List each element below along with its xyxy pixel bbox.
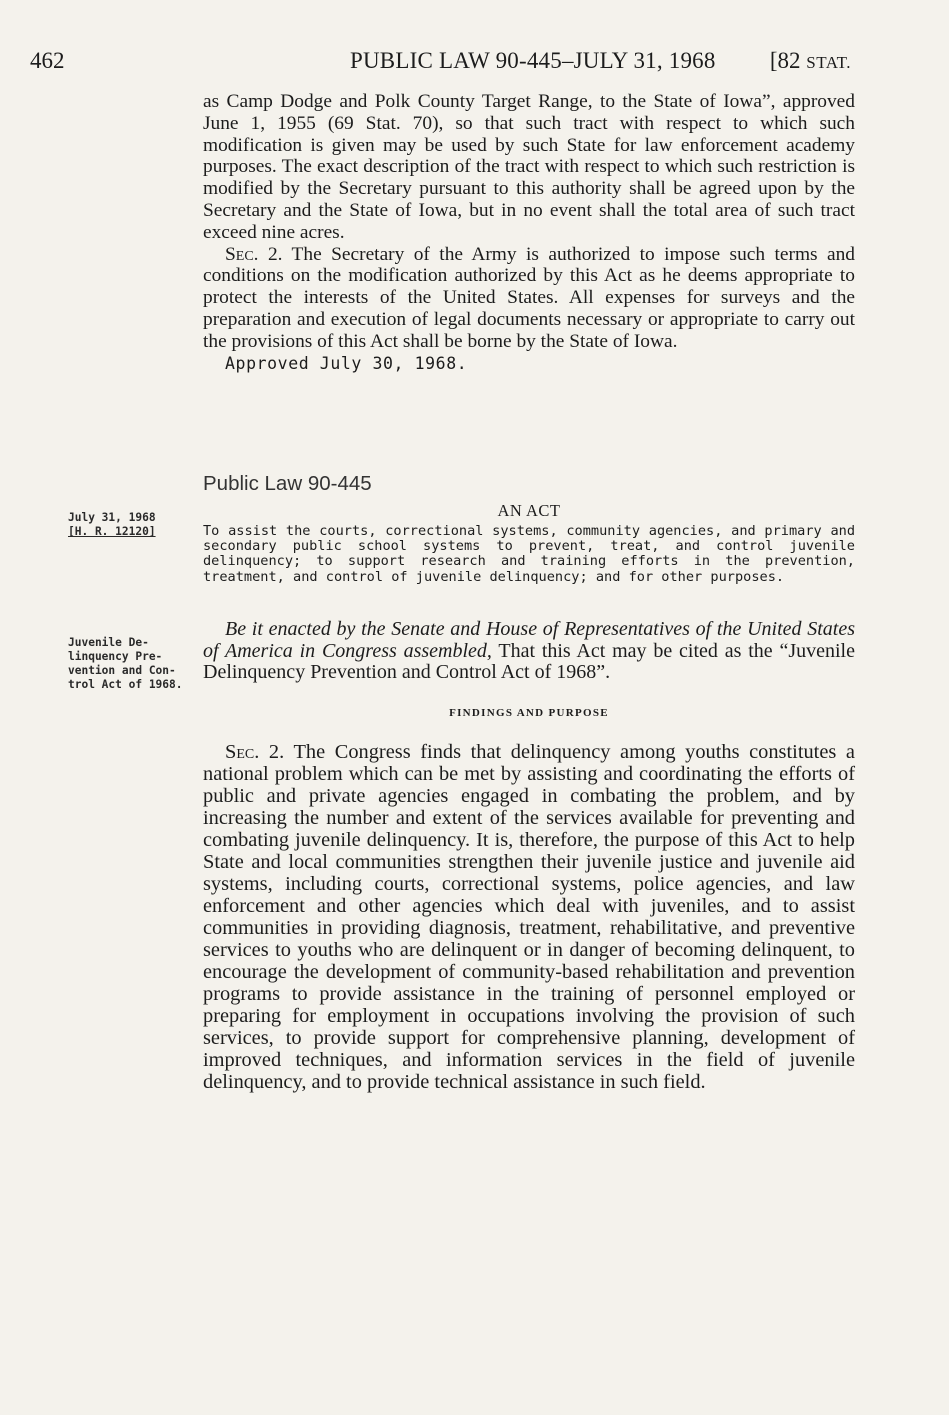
page-header: [30, 48, 851, 82]
findings-heading: FINDINGS AND PURPOSE: [449, 707, 609, 719]
stat-volume: [82: [769, 48, 801, 73]
margin-short-title-line: Juvenile De-: [68, 636, 149, 649]
margin-short-title-line: trol Act of 1968.: [68, 678, 183, 691]
short-title-text: That this Act may be cited as the “Juvenile Delinquency Prevention and Control Act of 1968”.: [203, 639, 855, 684]
section-label: Sec. 2.: [225, 741, 285, 763]
findings-text: The Congress finds that delinquency among youths constitutes a national problem which can be met by assisting and coordinating the efforts of public and private agencies engaged in combating the problem, and by increasing the number and extent of the services available for preventing and combating juvenile delinquency. It is, therefore, the purpose of this Act to help State and local communities strengthen their juvenile justice and juvenile aid systems, including courts, correctional systems, police agencies, and law enforcement and other agencies which deal with juveniles, and to assist communities in providing diagnosis, treatment, rehabilitative, and preventive services to youths who are delinquent or in danger of becoming delinquent, to encourage the development of community-based rehabilitation and prevention programs to provide assistance in the training of personnel employed or preparing for employment in occupations involving the provision of such services, to provide support for comprehensive planning, development of improved techniques, and information services in the field of juvenile delinquency, and to provide technical assistance in such field.: [203, 741, 855, 1093]
an-act-heading: AN ACT: [497, 501, 561, 520]
enacting-formula: Be it enacted by the Senate and House of Representatives of the United States of America in Congress assembled,: [203, 618, 855, 662]
section-label: Sec. 2.: [225, 243, 283, 265]
margin-note-date: [68, 511, 156, 539]
margin-note-short-title: [68, 636, 183, 692]
paragraph-indent: [203, 741, 225, 763]
running-head: PUBLIC LAW 90-445–JULY 31, 1968: [350, 48, 716, 73]
section-2-paragraph: [203, 244, 855, 353]
carryover-paragraph: as Camp Dodge and Polk County Target Range, to the State of Iowa”, approved June 1, 1955 (69 Stat. 70), so that such tract with respect to which such modification is given may be used by such State for law enforcement academy purposes. The exact description of the tract with respect to which such restriction is modified by the Secretary pursuant to this authority shall be agreed upon by the Secretary and the State of Iowa, but in no event shall the total area of such tract exceed nine acres.: [203, 91, 855, 243]
margin-bill-number: [H. R. 12120]: [68, 525, 156, 538]
enacting-clause: [203, 619, 855, 684]
stat-word: STAT.: [806, 53, 851, 72]
section-2-text: The Secretary of the Army is authorized to impose such terms and conditions on the modification authorized by this Act as he deems appropriate to protect the interests of the United States. All expenses for surveys and the preparation and execution of legal documents necessary or appropriate to carry out the provisions of this Act shall be borne by the State of Iowa.: [203, 243, 855, 352]
margin-short-title-line: linquency Pre-: [68, 650, 163, 663]
findings-paragraph: [203, 741, 855, 1093]
approval-date: Approved July 30, 1968.: [225, 353, 468, 373]
carryover-text: [203, 91, 855, 374]
enacting-indent: [203, 618, 225, 640]
page-number: 462: [30, 48, 65, 73]
statute-reference: [770, 48, 851, 74]
public-law-title: Public Law 90-445: [203, 472, 372, 495]
margin-date: July 31, 1968: [68, 511, 156, 524]
act-purpose: To assist the courts, correctional systems, community agencies, and primary and secondary public school systems to prevent, treat, and control juvenile delinquency; to support research and training efforts in the prevention, treatment, and control of juvenile delinquency; and for other purposes.: [203, 523, 855, 585]
margin-short-title-line: vention and Con-: [68, 664, 176, 677]
